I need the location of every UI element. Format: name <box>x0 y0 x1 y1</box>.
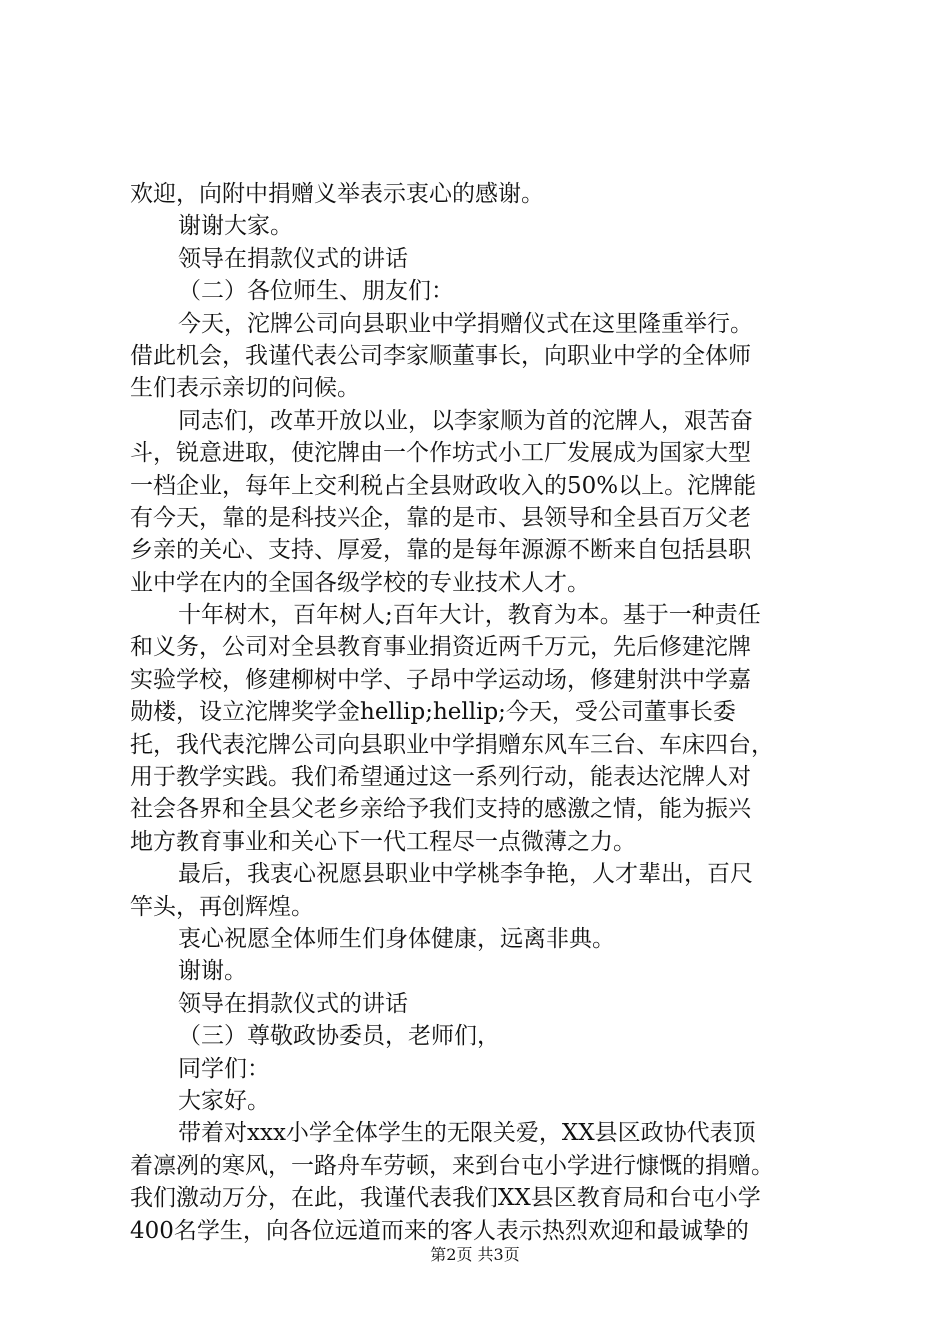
text-line: 实验学校，修建柳树中学、子昂中学运动场，修建射洪中学嘉 <box>130 666 751 693</box>
text-line: 和义务，公司对全县教育事业捐资近两千万元，先后修建沱牌 <box>130 634 751 661</box>
text-line: 勋楼，设立沱牌奖学金hellip;hellip;今天，受公司董事长委 <box>130 699 736 726</box>
text-line: 欢迎，向附中捐赠义举表示衷心的感谢。 <box>130 181 544 207</box>
text-line: 领导在捐款仪式的讲话 <box>178 245 408 272</box>
text-line: 乡亲的关心、支持、厚爱，靠的是每年源源不断来自包括县职 <box>130 537 751 564</box>
text-line: 带着对xxx小学全体学生的无限关爱，XX县区政协代表顶 <box>178 1120 756 1147</box>
text-line: 借此机会，我谨代表公司李家顺董事长，向职业中学的全体师 <box>130 342 751 369</box>
text-line: 领导在捐款仪式的讲话 <box>178 990 408 1017</box>
text-line: 400名学生，向各位远道而来的客人表示热烈欢迎和最诚挚的 <box>130 1217 749 1244</box>
text-line: 最后，我衷心祝愿县职业中学桃李争艳，人才辈出，百尺 <box>178 861 753 888</box>
text-line: 同学们： <box>178 1055 270 1082</box>
text-line: 大家好。 <box>178 1087 270 1114</box>
text-line: （三）尊敬政协委员，老师们， <box>178 1023 500 1050</box>
document-body <box>130 178 830 1247</box>
page-footer: 第2页 共3页 <box>430 1245 520 1264</box>
text-line: 我们激动万分，在此，我谨代表我们XX县区教育局和台屯小学 <box>130 1185 761 1212</box>
text-line: 业中学在内的全国各级学校的专业技术人才。 <box>130 569 590 596</box>
text-line: 用于教学实践。我们希望通过这一系列行动，能表达沱牌人对 <box>130 764 751 791</box>
text-line: 地方教育事业和关心下一代工程尽一点微薄之力。 <box>130 828 636 855</box>
text-line: 斗，锐意进取，使沱牌由一个作坊式小工厂发展成为国家大型 <box>130 440 751 467</box>
text-line: （二）各位师生、朋友们： <box>178 278 454 305</box>
text-line: 今天，沱牌公司向县职业中学捐赠仪式在这里隆重举行。 <box>178 310 753 337</box>
text-line: 竿头，再创辉煌。 <box>130 893 314 920</box>
text-line: 生们表示亲切的问候。 <box>130 375 360 402</box>
text-line: 十年树木，百年树人;百年大计，教育为本。基于一种责任 <box>178 602 761 629</box>
text-line: 着凛冽的寒风，一路舟车劳顿，来到台屯小学进行慷慨的捐赠。 <box>130 1152 774 1179</box>
text-line: 有今天，靠的是科技兴企，靠的是市、县领导和全县百万父老 <box>130 504 751 531</box>
text-line: 衷心祝愿全体师生们身体健康，远离非典。 <box>178 925 615 952</box>
text-line: 同志们，改革开放以业，以李家顺为首的沱牌人，艰苦奋 <box>178 407 753 434</box>
text-line: 谢谢大家。 <box>178 213 293 240</box>
text-line: 社会各界和全县父老乡亲给予我们支持的感激之情，能为振兴 <box>130 796 751 823</box>
text-line: 一档企业，每年上交利税占全县财政收入的50%以上。沱牌能 <box>130 472 757 499</box>
text-line: 托，我代表沱牌公司向县职业中学捐赠东风车三台、车床四台， <box>130 731 774 758</box>
text-line: 谢谢。 <box>178 958 247 985</box>
